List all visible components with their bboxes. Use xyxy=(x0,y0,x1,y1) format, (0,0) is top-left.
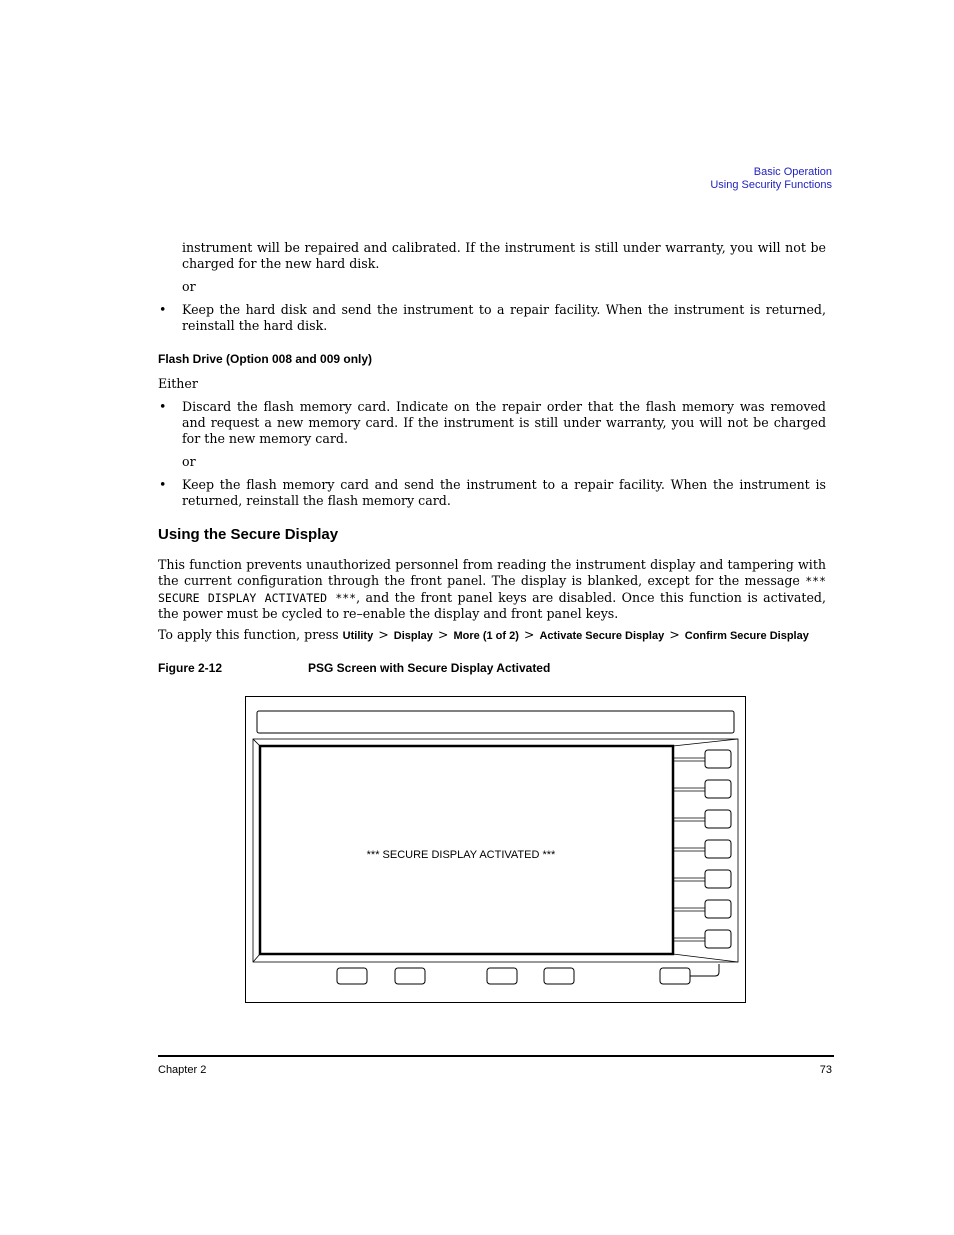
header-section: Basic Operation xyxy=(753,166,832,178)
key-confirm-secure-display: Confirm Secure Display xyxy=(684,630,809,642)
key-more: More (1 of 2) xyxy=(453,630,519,642)
header-subsection: Using Security Functions xyxy=(710,178,832,191)
softkey-5 xyxy=(705,870,731,888)
bullet-discard-flash: Discard the flash memory card. Indicate on the repair order that the flash memory was removed and request a new memory card. If the instrument is still under warranty, you will not be charged for the new memory card. xyxy=(182,399,826,446)
secure-message-code: *** SECURE DISPLAY ACTIVATED *** xyxy=(158,573,826,605)
paragraph-text-end: , and the front panel keys are disabled. Once this function is activated, the power must be cycled to re–enable the display and front panel keys. xyxy=(158,589,826,622)
softkey-7 xyxy=(705,930,731,948)
either-text: Either xyxy=(158,376,198,391)
apply-text: To apply this function, press xyxy=(158,627,339,642)
secure-display-message: *** SECURE DISPLAY ACTIVATED *** xyxy=(366,849,556,861)
softkey-6 xyxy=(705,900,731,918)
bottom-key-1 xyxy=(337,968,367,984)
softkey-2 xyxy=(705,780,731,798)
paragraph-text-start: This function prevents unauthorized personnel from reading the instrument display and tampering with the current configuration through the front panel. The display is blanked, except for the message xyxy=(158,557,826,588)
bullet-mark: • xyxy=(159,302,167,317)
softkey-3 xyxy=(705,810,731,828)
page-number: 73 xyxy=(819,1064,832,1076)
return-key xyxy=(660,968,690,984)
bullet-keep-flash: Keep the flash memory card and send the instrument to a repair facility. When the instrument is returned, reinstall the flash memory card. xyxy=(182,477,826,508)
softkey-4 xyxy=(705,840,731,858)
key-arrow: > xyxy=(669,627,680,642)
key-arrow: > xyxy=(437,627,449,642)
bullet-mark: • xyxy=(159,399,167,414)
footer-rule xyxy=(158,1055,834,1057)
bottom-key-2 xyxy=(395,968,425,984)
or-text-1: or xyxy=(182,279,196,294)
paragraph-hard-disk-continued: instrument will be repaired and calibrated. If the instrument is still under warranty, you will not be charged for the new hard disk. xyxy=(182,240,826,271)
secure-display-paragraph xyxy=(158,557,826,622)
running-header xyxy=(710,166,832,191)
flash-drive-heading: Flash Drive (Option 008 and 009 only) xyxy=(158,352,373,366)
figure-caption: PSG Screen with Secure Display Activated xyxy=(308,661,551,675)
bottom-key-4 xyxy=(544,968,574,984)
softkey-1 xyxy=(705,750,731,768)
key-arrow: > xyxy=(378,627,389,642)
key-arrow: > xyxy=(523,627,535,642)
psg-screen-illustration xyxy=(245,696,746,1003)
or-text-2: or xyxy=(182,454,196,469)
key-utility: Utility xyxy=(342,630,374,642)
bullet-keep-hard-disk: Keep the hard disk and send the instrument to a repair facility. When the instrument is returned, reinstall the hard disk. xyxy=(182,302,826,333)
section-title: Using the Secure Display xyxy=(158,526,339,543)
bottom-key-3 xyxy=(487,968,517,984)
key-activate-secure-display: Activate Secure Display xyxy=(539,630,665,642)
footer-chapter: Chapter 2 xyxy=(158,1064,207,1076)
bullet-mark: • xyxy=(159,477,167,492)
figure-label: Figure 2-12 xyxy=(158,661,223,675)
status-bar xyxy=(257,711,734,733)
key-display: Display xyxy=(393,630,433,642)
apply-instructions xyxy=(158,627,826,645)
